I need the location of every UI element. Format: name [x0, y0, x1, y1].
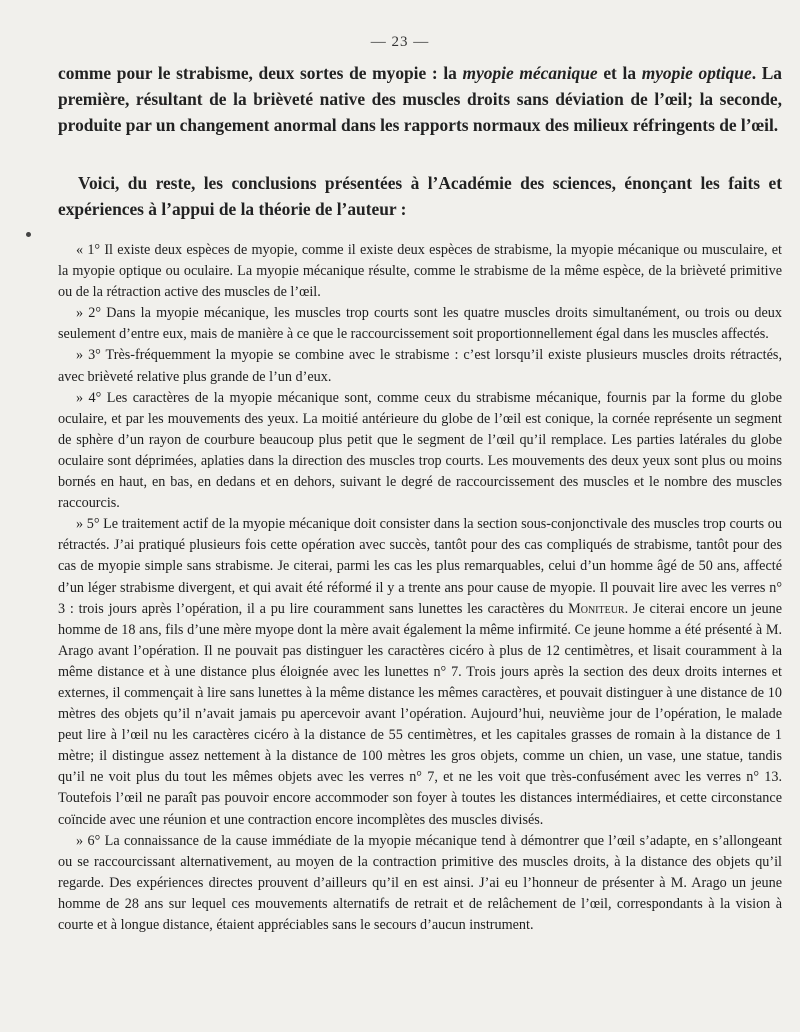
text-run: . Je citerai encore un jeune homme de 18 ans, fils d’une mère myope dont la mère avait également la même infirmité. Ce jeune homme a été présenté à M. Arago avant l’opération. Il ne pouvait pas distinguer les caractères cicéro à plus de 12 centimètres, et lisait couramment à la même distance et à une distance plus éloignée avec les lunettes n° 7. Trois jours après la section des deux droits internes et externes, il commençait à lire sans lunettes à la même distance les mêmes caractères, et pouvait distinguer à une distance de 10 mètres des objets qu’il n’avait jamais pu apercevoir avant l’opération. Aujourd’hui, neuvième jour de l’opération, le malade peut lire à l’œil nu les caractères cicéro à la distance de 55 centimètres, et les capitales grasses de romain à la distance de 1 mètre; il distingue assez nettement à la distance de 100 mètres les gros objets, comme un chien, un vase, une statue, tandis qu’il ne voit plus du tout les mêmes objets avec les verres n° 7, et ne les voit que très-confusément avec les verres n° 13. Toutefois l’œil ne paraît pas pouvoir encore accommoder son foyer à toutes les distances intermédiaires, et cette circonstance coïncide avec une réunion et une contraction encore incomplètes des muscles divisés.	[58, 600, 782, 828]
conclusion-1: « 1° Il existe deux espèces de myopie, comme il existe deux espèces de strabisme, la myopie mécanique ou musculaire, et la myopie optique ou oculaire. La myopie mécanique résulte, comme le strabisme de la même espèce, de la brièveté primitive ou de la rétraction active des muscles de l’œil.	[58, 242, 782, 301]
newspaper-title: Moniteur	[568, 600, 625, 617]
text-run: et la	[597, 63, 642, 83]
conclusion-6: » 6° La connaissance de la cause immédiate de la myopie mécanique tend à démontrer que l’œil s’adapte, en s’allongeant ou se raccourcissant alternativement, au moyen de la contraction primitive des muscles droits, à la distance des objets qu’il regarde. Des expériences directes prouvent d’ailleurs qu’il en est ainsi. J’ai eu l’honneur de présenter à M. Arago un jeune homme de 28 ans sur lequel ces mouvements alternatifs de retrait et de relâchement de l’œil, correspondants à la vision à courte et à longue distance, étaient appréciables sans le secours d’aucun instrument.	[58, 832, 782, 933]
text-run: comme pour le strabisme, deux sortes de myopie : la	[58, 63, 463, 83]
conclusion-5	[58, 514, 782, 830]
intro-paragraph-1	[58, 60, 782, 138]
text-run: » 5° Le traitement actif de la myopie mécanique doit consister dans la section sous-conjonctivale des muscles trop courts ou rétractés. J’ai pratiqué plusieurs fois cette opération avec succès, tantôt pour des cas compliqués de strabisme, tantôt pour des cas de myopie simple sans strabisme. Je citerai, parmi les cas les plus remarquables, celui d’un homme âgé de 50 ans, affecté d’un léger strabisme divergent, et qui avait été réformé il y a trente ans pour cause de myopie. Il pouvait lire avec les verres n° 3 : trois jours après l’opération, il a pu lire couramment sans lunettes les caractères du	[58, 516, 782, 617]
paragraph-text: Voici, du reste, les conclusions présentées à l’Académie des sciences, énonçant les faits et expériences à l’appui de la théorie de l’auteur :	[58, 173, 782, 219]
conclusion-3: » 3° Très-fréquemment la myopie se combine avec le strabisme : c’est lorsqu’il existe plusieurs muscles droits rétractés, avec brièveté relative plus grande de l’un d’eux.	[58, 347, 782, 385]
quoted-conclusions	[58, 240, 782, 936]
term-myopie-optique: myopie optique	[641, 63, 752, 83]
paragraph-text	[58, 60, 782, 138]
text-run: . La première, résultant de la brièveté native des muscles droits sans déviation de l’œil; la seconde, produite par un changement anormal dans les rapports normaux des milieux réfringents de l’œil.	[58, 63, 782, 135]
page-number: — 23 —	[370, 34, 430, 50]
margin-mark	[26, 232, 31, 237]
intro-paragraph-2	[58, 170, 782, 222]
conclusion-4: » 4° Les caractères de la myopie mécanique sont, comme ceux du strabisme mécanique, fournis par la forme du globe oculaire, et par les mouvements des yeux. La moitié antérieure du globe de l’œil est conique, la cornée représente un segment de sphère d’un rayon de courbure beaucoup plus petit que le segment de l’œil qu’il remplace. Les parties latérales du globe oculaire sont déprimées, aplaties dans la direction des muscles trop courts. Les mouvements des deux yeux sont plus ou moins bornés en haut, en bas, en dedans et en dehors, suivant le degré de raccourcissement des muscles et le nombre des muscles raccourcis.	[58, 389, 782, 512]
conclusion-2: » 2° Dans la myopie mécanique, les muscles trop courts sont les quatre muscles droits simultanément, ou trois ou deux seulement d’entre eux, mais de manière à ce que le raccourcissement soit proportionnellement égal dans les muscles affectés.	[58, 305, 782, 343]
term-myopie-mecanique: myopie mécanique	[462, 63, 598, 83]
